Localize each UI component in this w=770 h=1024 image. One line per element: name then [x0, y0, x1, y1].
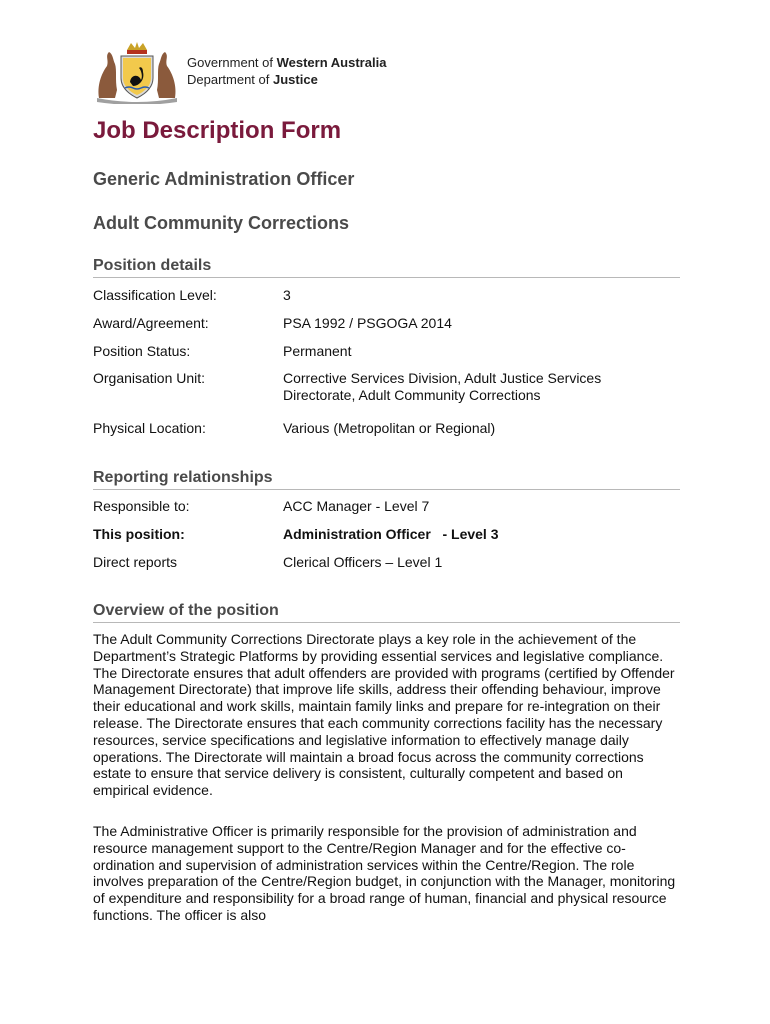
detail-label: Organisation Unit: — [93, 370, 206, 386]
detail-label: Position Status: — [93, 343, 191, 359]
header — [93, 40, 493, 104]
reporting-value: Clerical Officers – Level 1 — [283, 554, 443, 570]
reporting-value: Administration Officer - Level 3 — [283, 526, 499, 542]
reporting-label: Direct reports — [93, 554, 178, 570]
detail-value: Corrective Services Division, Adult Justice Services Directorate, Adult Community Corrections — [283, 370, 602, 403]
detail-value: PSA 1992 / PSGOGA 2014 — [283, 315, 452, 331]
reporting-label: Responsible to: — [93, 498, 190, 514]
detail-value: Permanent — [283, 343, 352, 359]
document-title: Job Description Form — [93, 117, 342, 144]
wa-coat-of-arms-icon — [93, 40, 181, 104]
detail-label: Physical Location: — [93, 420, 206, 436]
overview-paragraph: The Administrative Officer is primarily responsible for the provision of administration and resource management support to the Centre/Region Manager and for the effective co-ordination and supervision of administration services within the Centre/Region. The role involves preparation of the Centre/Region budget, in conjunction with the Manager, monitoring of expenditure and responsibility for a broad range of human, financial and physical resource functions. The officer is also — [93, 823, 676, 923]
detail-label: Award/Agreement: — [93, 315, 209, 331]
position-details-heading: Position details — [93, 257, 680, 278]
detail-value: 3 — [283, 287, 291, 303]
government-line: Government of Western Australia — [187, 55, 387, 70]
directorate-title: Adult Community Corrections — [93, 213, 350, 233]
overview-heading: Overview of the position — [93, 602, 680, 623]
detail-value: Various (Metropolitan or Regional) — [283, 420, 496, 436]
reporting-relationships-heading: Reporting relationships — [93, 469, 680, 490]
reporting-value: ACC Manager - Level 7 — [283, 498, 430, 514]
detail-label: Classification Level: — [93, 287, 217, 303]
reporting-label: This position: — [93, 526, 185, 542]
department-line: Department of Justice — [187, 72, 318, 87]
position-title: Generic Administration Officer — [93, 169, 355, 189]
government-department-lines — [187, 54, 386, 88]
overview-paragraph: The Adult Community Corrections Directorate plays a key role in the achievement of the Department’s Strategic Platforms by providing essential services and legislative compliance. The Directorate ensures that adult offenders are provided with programs (certified by Offender Management Directorate) that improve life skills, address their offending behaviour, improve their educational and work skills, maintain family links and prepare for re-integration on their release. The Directorate ensures that each community corrections facility has the necessary resources, service specifications and legislative information to effectively manage daily operations. The Directorate will maintain a broad focus across the community corrections estate to ensure that service delivery is consistent, culturally competent and based on empirical evidence. — [93, 631, 675, 799]
